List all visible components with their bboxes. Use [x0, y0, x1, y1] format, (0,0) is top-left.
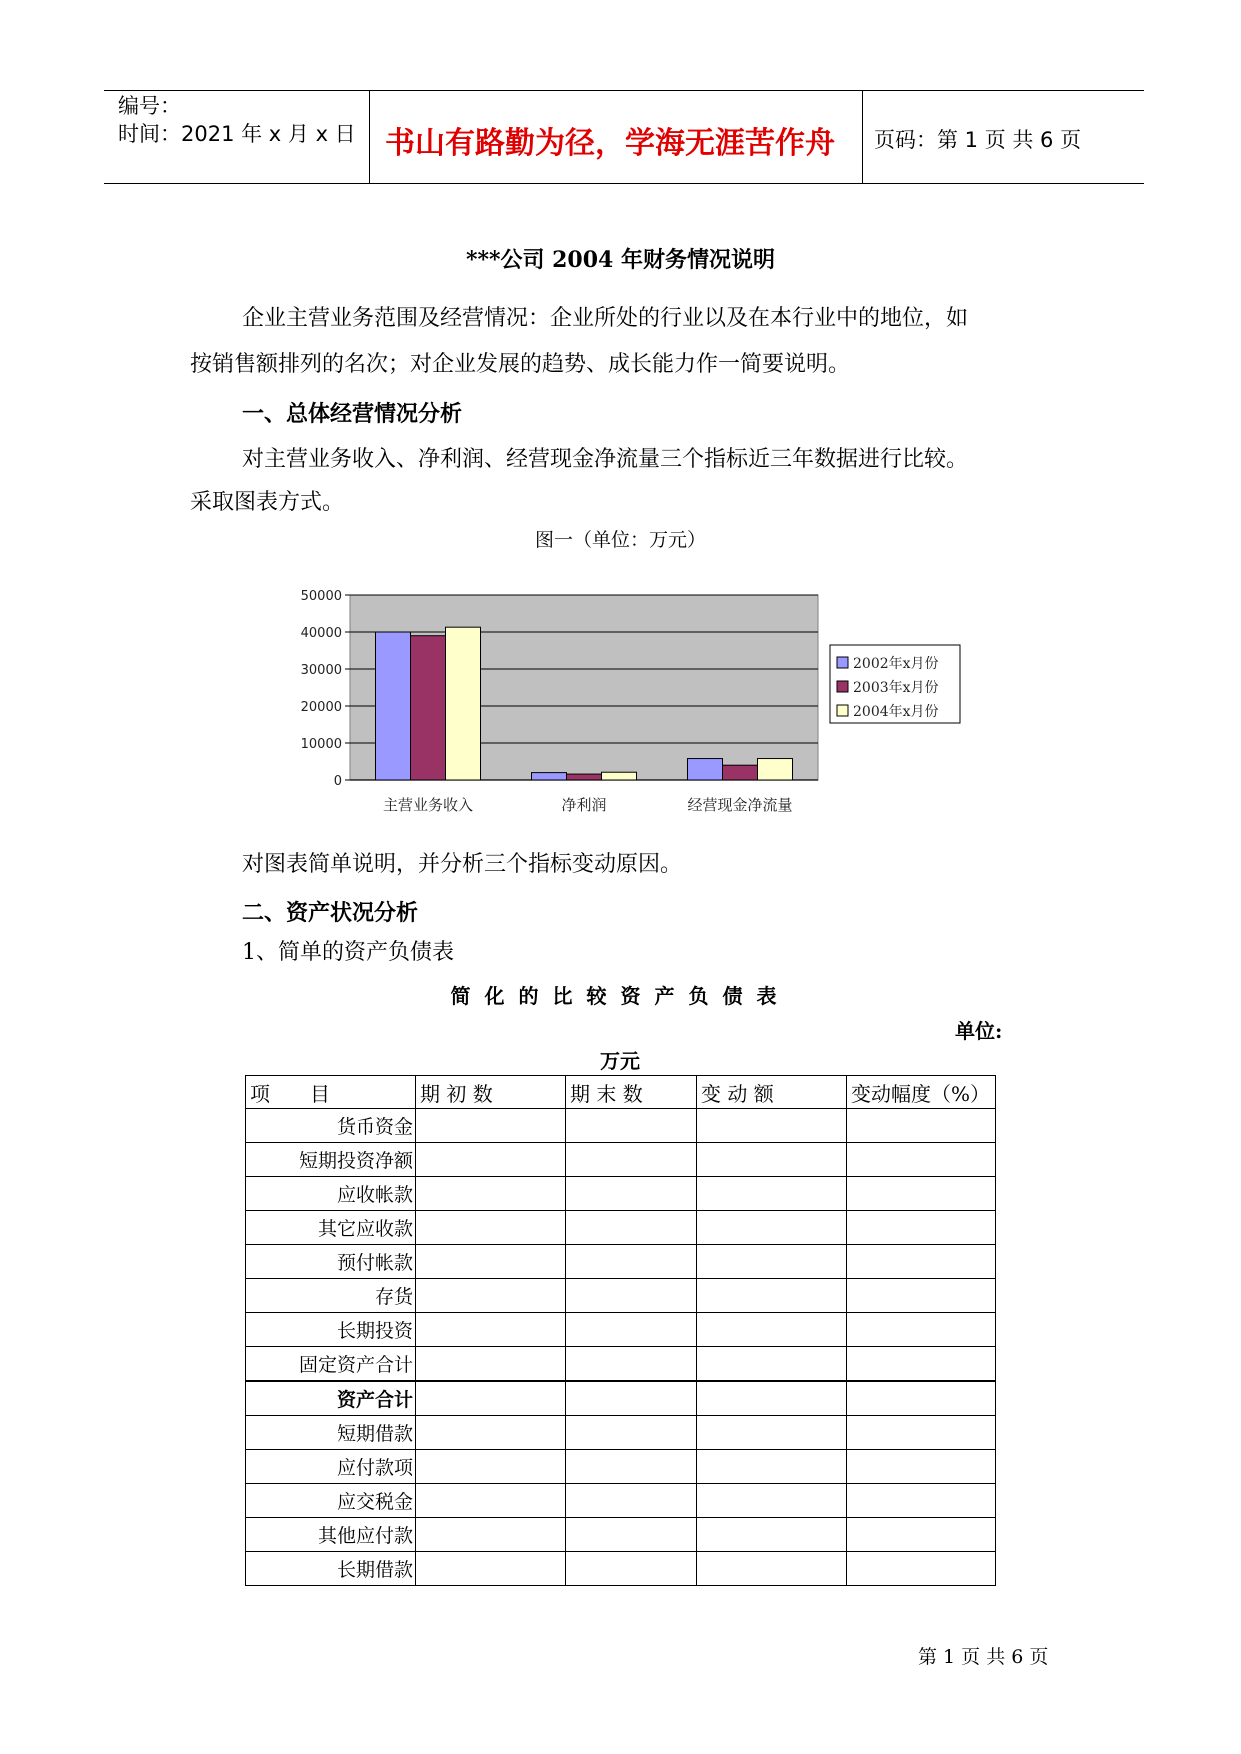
- table-cell[interactable]: [697, 1109, 847, 1143]
- category-label: 净利润: [561, 796, 607, 814]
- table-row: [246, 1381, 996, 1416]
- intro-line-2: 按销售额排列的名次；对企业发展的趋势、成长能力作一简要说明。: [190, 352, 851, 377]
- header-opening: 期 初 数: [416, 1076, 566, 1109]
- section-1-line-1: 对主营业务收入、净利润、经营现金净流量三个指标近三年数据进行比较。: [242, 447, 969, 472]
- header-top-rule: [104, 90, 1144, 91]
- bar: [688, 759, 723, 780]
- bar: [567, 774, 602, 780]
- table-cell[interactable]: [847, 1245, 996, 1279]
- y-tick-label: 20000: [300, 700, 342, 715]
- table-row: [246, 1109, 996, 1143]
- page-footer: 第 1 页 共 6 页: [918, 1646, 1049, 1668]
- header-item: 项 目: [246, 1076, 416, 1109]
- table-header-row: [246, 1076, 996, 1109]
- balance-sheet-table: [245, 1075, 996, 1586]
- table-cell[interactable]: [697, 1211, 847, 1245]
- row-label: 长期投资: [246, 1313, 416, 1347]
- section-2-heading: 二、资产状况分析: [242, 901, 419, 926]
- table-cell[interactable]: [847, 1381, 996, 1416]
- header-change-amount: 变 动 额: [697, 1076, 847, 1109]
- table-cell[interactable]: [697, 1552, 847, 1586]
- table-cell[interactable]: [847, 1552, 996, 1586]
- table-cell[interactable]: [697, 1518, 847, 1552]
- table-cell[interactable]: [847, 1143, 996, 1177]
- table-cell[interactable]: [566, 1450, 697, 1484]
- table-cell[interactable]: [847, 1177, 996, 1211]
- table-cell[interactable]: [566, 1552, 697, 1586]
- row-label: 应付款项: [246, 1450, 416, 1484]
- row-label: 应交税金: [246, 1484, 416, 1518]
- section-1-line-2: 采取图表方式。: [190, 490, 345, 515]
- table-row: [246, 1450, 996, 1484]
- table-cell[interactable]: [416, 1450, 566, 1484]
- header-page-info: 页码：第 1 页 共 6 页: [874, 128, 1082, 152]
- table-row: [246, 1347, 996, 1382]
- table-cell[interactable]: [697, 1347, 847, 1382]
- row-label: 固定资产合计: [246, 1347, 416, 1382]
- row-label: 资产合计: [246, 1381, 416, 1416]
- row-label: 其它应收款: [246, 1211, 416, 1245]
- bar: [446, 627, 481, 780]
- table-cell[interactable]: [847, 1313, 996, 1347]
- table-cell[interactable]: [416, 1177, 566, 1211]
- section-2-subheading: 1、简单的资产负债表: [242, 940, 454, 965]
- unit-label-continued: 万元: [600, 1049, 640, 1073]
- header-bottom-rule: [104, 183, 1144, 184]
- table-cell[interactable]: [566, 1484, 697, 1518]
- bar-chart: [280, 575, 1000, 825]
- table-cell[interactable]: [847, 1484, 996, 1518]
- table-cell[interactable]: [697, 1416, 847, 1450]
- table-cell[interactable]: [416, 1109, 566, 1143]
- table-cell[interactable]: [697, 1381, 847, 1416]
- table-cell[interactable]: [847, 1109, 996, 1143]
- table-cell[interactable]: [566, 1416, 697, 1450]
- bar: [723, 765, 758, 780]
- table-row: [246, 1211, 996, 1245]
- row-label: 应收帐款: [246, 1177, 416, 1211]
- row-label: 长期借款: [246, 1552, 416, 1586]
- category-label: 主营业务收入: [382, 796, 474, 814]
- table-cell[interactable]: [416, 1143, 566, 1177]
- figure-caption: 图一（单位：万元）: [534, 529, 706, 551]
- table-cell[interactable]: [416, 1245, 566, 1279]
- table-row: [246, 1279, 996, 1313]
- table-row: [246, 1416, 996, 1450]
- table-cell[interactable]: [566, 1177, 697, 1211]
- table-row: [246, 1552, 996, 1586]
- table-cell[interactable]: [416, 1416, 566, 1450]
- table-row: [246, 1313, 996, 1347]
- table-cell[interactable]: [566, 1381, 697, 1416]
- document-time-label: 时间：2021 年 x 月 x 日: [118, 122, 356, 146]
- unit-label: 单位:: [955, 1019, 1003, 1043]
- row-label: 短期借款: [246, 1416, 416, 1450]
- legend-swatch: [837, 705, 848, 716]
- row-label: 存货: [246, 1279, 416, 1313]
- table-cell[interactable]: [697, 1484, 847, 1518]
- legend-label: 2003年x月份: [853, 680, 939, 696]
- table-cell[interactable]: [566, 1245, 697, 1279]
- table-cell[interactable]: [847, 1416, 996, 1450]
- row-label: 货币资金: [246, 1109, 416, 1143]
- table-cell[interactable]: [416, 1381, 566, 1416]
- legend-swatch: [837, 681, 848, 692]
- bar: [602, 772, 637, 780]
- table-title: 简化的比较资产负债表: [450, 984, 791, 1008]
- legend-label: 2004年x月份: [853, 704, 939, 720]
- table-cell[interactable]: [697, 1279, 847, 1313]
- table-cell[interactable]: [566, 1211, 697, 1245]
- table-cell[interactable]: [566, 1109, 697, 1143]
- bar: [532, 773, 567, 780]
- table-cell[interactable]: [566, 1279, 697, 1313]
- table-cell[interactable]: [416, 1518, 566, 1552]
- table-cell[interactable]: [566, 1518, 697, 1552]
- legend-label: 2002年x月份: [853, 656, 939, 672]
- y-tick-label: 30000: [300, 663, 342, 678]
- table-cell[interactable]: [847, 1450, 996, 1484]
- table-cell[interactable]: [847, 1347, 996, 1382]
- header-divider-right: [862, 90, 863, 183]
- table-cell[interactable]: [697, 1143, 847, 1177]
- row-label: 短期投资净额: [246, 1143, 416, 1177]
- legend-swatch: [837, 657, 848, 668]
- bar: [411, 636, 446, 780]
- table-cell[interactable]: [416, 1347, 566, 1382]
- table-cell[interactable]: [566, 1347, 697, 1382]
- category-label: 经营现金净流量: [687, 796, 793, 814]
- table-cell[interactable]: [566, 1313, 697, 1347]
- header-change-rate: 变动幅度（%）: [847, 1076, 996, 1109]
- table-row: [246, 1484, 996, 1518]
- table-cell[interactable]: [697, 1450, 847, 1484]
- document-title: ***公司 2004 年财务情况说明: [465, 247, 776, 273]
- header-motto: 书山有路勤为径，学海无涯苦作舟: [385, 126, 835, 161]
- row-label: 预付帐款: [246, 1245, 416, 1279]
- table-cell[interactable]: [566, 1143, 697, 1177]
- y-tick-label: 10000: [300, 737, 342, 752]
- table-row: [246, 1245, 996, 1279]
- table-row: [246, 1518, 996, 1552]
- table-row: [246, 1143, 996, 1177]
- table-cell[interactable]: [697, 1245, 847, 1279]
- intro-line-1: 企业主营业务范围及经营情况：企业所处的行业以及在本行业中的地位，如: [242, 306, 969, 331]
- table-cell[interactable]: [847, 1211, 996, 1245]
- table-cell[interactable]: [416, 1484, 566, 1518]
- document-number-label: 编号：: [118, 94, 181, 118]
- table-cell[interactable]: [416, 1279, 566, 1313]
- header-closing: 期 末 数: [566, 1076, 697, 1109]
- bar: [758, 759, 793, 780]
- table-cell[interactable]: [697, 1313, 847, 1347]
- table-cell[interactable]: [416, 1552, 566, 1586]
- chart-note: 对图表简单说明，并分析三个指标变动原因。: [242, 852, 683, 877]
- y-tick-label: 0: [333, 774, 342, 789]
- table-cell[interactable]: [416, 1211, 566, 1245]
- y-tick-label: 40000: [300, 626, 342, 641]
- table-row: [246, 1177, 996, 1211]
- table-cell[interactable]: [847, 1518, 996, 1552]
- y-tick-label: 50000: [300, 589, 342, 604]
- bar: [376, 632, 411, 780]
- section-1-heading: 一、总体经营情况分析: [242, 402, 463, 427]
- row-label: 其他应付款: [246, 1518, 416, 1552]
- table-cell[interactable]: [847, 1279, 996, 1313]
- table-cell[interactable]: [697, 1177, 847, 1211]
- table-cell[interactable]: [416, 1313, 566, 1347]
